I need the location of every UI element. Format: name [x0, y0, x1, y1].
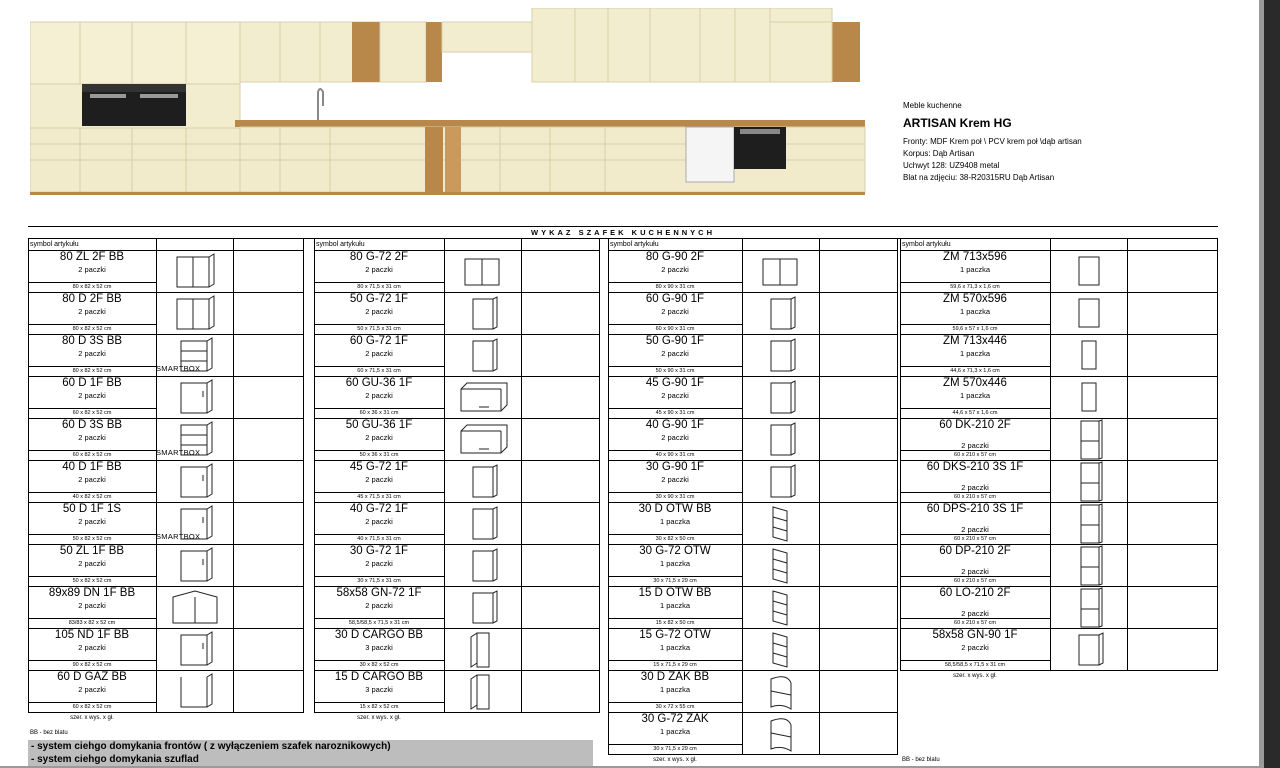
dimensions: 50 x 71,5 x 31 cm: [314, 324, 444, 334]
package-count: 2 paczki: [661, 265, 689, 274]
article-code: 60 LO-210 2F: [939, 587, 1011, 599]
package-count: 2 paczki: [661, 475, 689, 484]
dimensions: 44,6 x 57 x 1,6 cm: [900, 408, 1050, 418]
dimensions: 50 x 36 x 31 cm: [314, 450, 444, 460]
package-count: 2 paczki: [661, 307, 689, 316]
table-row: [28, 629, 304, 671]
table-row: [314, 545, 600, 587]
package-count: 1 paczka: [659, 643, 691, 652]
table-row: [608, 587, 898, 629]
dimensions: 59,6 x 71,3 x 1,6 cm: [900, 282, 1050, 292]
package-count: 2 paczki: [961, 483, 989, 492]
article-code: 30 D OTW BB: [638, 503, 712, 515]
package-count: 2 paczki: [365, 601, 393, 610]
article-code: 15 D OTW BB: [638, 587, 712, 599]
column-header-label: symbol artykułu: [30, 241, 79, 248]
package-count: 2 paczki: [961, 567, 989, 576]
dimensions: 30 x 90 x 31 cm: [608, 492, 742, 502]
package-count: 2 paczki: [78, 391, 106, 400]
package-count: 2 paczki: [78, 601, 106, 610]
column-header: [314, 239, 600, 251]
dimensions: 50 x 90 x 31 cm: [608, 366, 742, 376]
table-row: [900, 545, 1218, 587]
column-divider: [521, 239, 522, 713]
package-count: 1 paczka: [659, 685, 691, 694]
wall-1door-icon: [1051, 629, 1127, 675]
package-count: 1 paczka: [659, 559, 691, 568]
dimensions: 30 x 71,5 x 31 cm: [314, 576, 444, 586]
wall-1door-icon: [743, 419, 819, 465]
dimensions: 80 x 71,5 x 31 cm: [314, 282, 444, 292]
article-code: 60 DP-210 2F: [939, 545, 1011, 557]
table-row: [28, 671, 304, 713]
article-code: 60 DKS-210 3S 1F: [926, 461, 1024, 473]
wall-1door-icon: [445, 587, 521, 633]
dimensions: 80 x 82 x 52 cm: [28, 366, 156, 376]
table-row: [314, 587, 600, 629]
wall-1door-icon: [445, 503, 521, 549]
column-divider: [608, 239, 609, 755]
table-row: [314, 671, 600, 713]
note-soft-close-fronts: - system ciehgo domykania frontów ( z wyłączeniem szafek naroznikowych): [28, 740, 593, 753]
package-count: 1 paczka: [959, 391, 991, 400]
table-row: [608, 419, 898, 461]
column-divider: [28, 239, 29, 713]
dimensions: 40 x 82 x 52 cm: [28, 492, 156, 502]
corner-icon: [157, 587, 233, 633]
dimensions: 30 x 72 x 55 cm: [608, 702, 742, 712]
package-count: 2 paczki: [78, 517, 106, 526]
shelf-open-icon: [743, 629, 819, 675]
article-code: 15 D CARGO BB: [334, 671, 424, 683]
article-code: 50 D 1F 1S: [62, 503, 122, 515]
table-row: [900, 461, 1218, 503]
article-code: 30 G-72 OTW: [639, 545, 711, 557]
base-2door-icon: [157, 293, 233, 339]
table-row: [28, 545, 304, 587]
article-code: 30 D ZAK BB: [640, 671, 710, 683]
kitchen-illustration: [30, 8, 890, 196]
dimensions: 50 x 82 x 52 cm: [28, 576, 156, 586]
base-1door-icon: [157, 629, 233, 675]
column-header: [900, 239, 1218, 251]
article-code: 80 G-90 2F: [645, 251, 705, 263]
cargo-icon: [445, 671, 521, 717]
wall-1door-icon: [445, 545, 521, 591]
table-column-1: [28, 239, 304, 721]
table-row: [900, 419, 1218, 461]
article-code: 50 GU-36 1F: [345, 419, 413, 431]
table-row: [28, 377, 304, 419]
dimensions: 40 x 90 x 31 cm: [608, 450, 742, 460]
dimensions: 44,6 x 71,3 x 1,6 cm: [900, 366, 1050, 376]
dimensions: 60 x 90 x 31 cm: [608, 324, 742, 334]
package-count: 2 paczki: [365, 517, 393, 526]
table-row: [314, 293, 600, 335]
table-row: [608, 503, 898, 545]
table-row: [314, 461, 600, 503]
info-line-body: Korpus: Dąb Artisan: [903, 149, 975, 158]
package-count: 2 paczki: [78, 643, 106, 652]
article-code: 60 DK-210 2F: [939, 419, 1011, 431]
open-frame-icon: [157, 671, 233, 717]
table-row: [900, 293, 1218, 335]
article-code: 30 D CARGO BB: [334, 629, 424, 641]
table-row: [900, 251, 1218, 293]
article-code: 60 D 1F BB: [62, 377, 122, 389]
note-soft-close-drawers: - system ciehgo domykania szuflad: [28, 753, 593, 766]
article-code: ZM 713x446: [943, 335, 1007, 347]
table-row: [608, 545, 898, 587]
package-count: 1 paczka: [959, 349, 991, 358]
dimensions: 90 x 82 x 52 cm: [28, 660, 156, 670]
window-edge: [1264, 0, 1280, 768]
article-code: ZM 570x596: [943, 293, 1007, 305]
package-count: 2 paczki: [78, 475, 106, 484]
dimensions: 60 x 82 x 52 cm: [28, 702, 156, 712]
table-row: [314, 377, 600, 419]
column-divider: [233, 239, 234, 713]
wall-1door-icon: [445, 461, 521, 507]
wall-1door-icon: [743, 293, 819, 339]
package-count: 2 paczki: [961, 525, 989, 534]
wall-1door-icon: [743, 377, 819, 423]
dimensions: 30 x 71,5 x 29 cm: [608, 744, 742, 754]
article-code: ZM 713x596: [943, 251, 1007, 263]
article-code: 50 ZL 1F BB: [59, 545, 125, 557]
article-code: 45 G-72 1F: [349, 461, 409, 473]
article-code: 105 ND 1F BB: [54, 629, 130, 641]
article-code: 60 D GAZ BB: [57, 671, 127, 683]
wall-1door-icon: [445, 293, 521, 339]
bb-legend: BB - bez blatu: [902, 757, 940, 763]
shelf-open-icon: [743, 503, 819, 549]
dimensions: 60 x 210 x 57 cm: [900, 618, 1050, 628]
column-divider: [742, 239, 743, 755]
panel-icon: [1051, 251, 1127, 297]
dimensions: 80 x 82 x 52 cm: [28, 324, 156, 334]
column-divider: [303, 239, 304, 713]
wall-flap-icon: [445, 419, 521, 465]
article-code: 15 G-72 OTW: [639, 629, 711, 641]
dimensions: 45 x 90 x 31 cm: [608, 408, 742, 418]
info-line-worktop: Blat na zdjęciu: 38-R20315RU Dąb Artisan: [903, 173, 1055, 182]
dimensions: 60 x 82 x 52 cm: [28, 408, 156, 418]
package-count: 2 paczki: [365, 433, 393, 442]
article-code: 80 D 3S BB: [61, 335, 123, 347]
dimensions: 15 x 71,5 x 29 cm: [608, 660, 742, 670]
article-code: 58x58 GN-72 1F: [336, 587, 422, 599]
package-count: 2 paczki: [365, 391, 393, 400]
article-code: 40 G-90 1F: [645, 419, 705, 431]
dimensions: 30 x 71,5 x 29 cm: [608, 576, 742, 586]
dimensions: 60 x 210 x 57 cm: [900, 576, 1050, 586]
dimensions: 45 x 71,5 x 31 cm: [314, 492, 444, 502]
table-row: [608, 251, 898, 293]
column-divider: [1050, 239, 1051, 671]
shelf-round-icon: [743, 713, 819, 759]
base-1door-icon: [157, 461, 233, 507]
wall-flap-icon: [445, 377, 521, 423]
package-count: 3 paczki: [365, 643, 393, 652]
dimensions: 60 x 210 x 57 cm: [900, 534, 1050, 544]
base-1door-icon: [157, 545, 233, 591]
wall-1door-icon: [743, 335, 819, 381]
article-code: 60 DPS-210 3S 1F: [926, 503, 1024, 515]
smartbox-label: SMARTBOX: [156, 364, 201, 373]
dimensions: 60 x 71,5 x 31 cm: [314, 366, 444, 376]
article-code: 58x58 GN-90 1F: [932, 629, 1018, 641]
shelf-open-icon: [743, 545, 819, 591]
wall-1door-icon: [743, 461, 819, 507]
tall-icon: [1051, 419, 1127, 465]
tall-icon: [1051, 587, 1127, 633]
package-count: 2 paczki: [78, 349, 106, 358]
dimensions: 80 x 82 x 52 cm: [28, 282, 156, 292]
column-divider: [900, 239, 901, 671]
dimensions: 60 x 210 x 57 cm: [900, 492, 1050, 502]
wall-2door-icon: [445, 251, 521, 297]
panel-narrow-icon: [1051, 335, 1127, 381]
article-code: 80 D 2F BB: [62, 293, 122, 305]
tall-icon: [1051, 503, 1127, 549]
article-code: 80 ZL 2F BB: [59, 251, 125, 263]
table-row: [608, 713, 898, 755]
article-code: 60 GU-36 1F: [345, 377, 413, 389]
package-count: 2 paczki: [661, 433, 689, 442]
dimensions: 30 x 82 x 50 cm: [608, 534, 742, 544]
package-count: 2 paczki: [961, 441, 989, 450]
dims-legend: szer. x wys. x gł.: [953, 673, 997, 679]
article-code: 30 G-72 1F: [349, 545, 409, 557]
table-row: [314, 251, 600, 293]
dims-legend: szer. x wys. x gł.: [70, 715, 114, 721]
dims-legend: szer. x wys. x gł.: [357, 715, 401, 721]
tall-icon: [1051, 461, 1127, 507]
package-count: 2 paczki: [961, 609, 989, 618]
table-row: [314, 419, 600, 461]
panel-icon: [1051, 293, 1127, 339]
article-code: 60 G-72 1F: [349, 335, 409, 347]
table-row: [28, 461, 304, 503]
article-code: ZM 570x446: [943, 377, 1007, 389]
column-divider: [819, 239, 820, 755]
table-row: [314, 335, 600, 377]
table-row: [28, 587, 304, 629]
drawers-icon: [157, 335, 233, 381]
shelf-round-icon: [743, 671, 819, 717]
dimensions: 58,5/58,5 x 71,5 x 31 cm: [900, 660, 1050, 670]
panel-narrow-icon: [1051, 377, 1127, 423]
table-row: [314, 629, 600, 671]
table-row: [900, 377, 1218, 419]
column-divider: [1127, 239, 1128, 671]
dimensions: 59,6 x 57 x 1,6 cm: [900, 324, 1050, 334]
article-code: 50 G-72 1F: [349, 293, 409, 305]
column-divider: [1217, 239, 1218, 671]
table-row: [900, 629, 1218, 671]
table-row: [608, 629, 898, 671]
table-row: [608, 335, 898, 377]
dimensions: 40 x 71,5 x 31 cm: [314, 534, 444, 544]
base-1door-icon: [157, 503, 233, 549]
info-line-handle: Uchwyt 128: UZ9408 metal: [903, 161, 1000, 170]
tall-icon: [1051, 545, 1127, 591]
package-count: 2 paczki: [78, 559, 106, 568]
column-header-label: symbol artykułu: [902, 241, 951, 248]
dimensions: 15 x 82 x 52 cm: [314, 702, 444, 712]
table-row: [608, 461, 898, 503]
table-row: [900, 335, 1218, 377]
table-title: WYKAZ SZAFEK KUCHENNYCH: [531, 228, 715, 237]
column-divider: [897, 239, 898, 755]
article-code: 80 G-72 2F: [349, 251, 409, 263]
dimensions: 58,5/58,5 x 71,5 x 31 cm: [314, 618, 444, 628]
table-column-2: [314, 239, 600, 721]
column-header: [608, 239, 898, 251]
info-line-fronts: Fronty: MDF Krem poł \ PCV krem poł \dąb artisan: [903, 137, 1082, 146]
package-count: 2 paczki: [78, 685, 106, 694]
article-code: 30 G-90 1F: [645, 461, 705, 473]
article-code: 60 D 3S BB: [61, 419, 123, 431]
package-count: 2 paczki: [365, 265, 393, 274]
dimensions: 80 x 90 x 31 cm: [608, 282, 742, 292]
table-row: [608, 293, 898, 335]
column-divider: [314, 239, 315, 713]
dimensions: 60 x 82 x 52 cm: [28, 450, 156, 460]
table-row: [608, 671, 898, 713]
article-code: 40 D 1F BB: [62, 461, 122, 473]
column-divider: [156, 239, 157, 713]
package-count: 2 paczki: [78, 265, 106, 274]
article-code: 40 G-72 1F: [349, 503, 409, 515]
package-count: 2 paczki: [365, 475, 393, 484]
package-count: 3 paczki: [365, 685, 393, 694]
table-row: [314, 503, 600, 545]
cabinet-list-table: [28, 226, 1218, 767]
table-column-4: [900, 239, 1218, 679]
column-divider: [599, 239, 600, 713]
article-code: 60 G-90 1F: [645, 293, 705, 305]
table-column-3: [608, 239, 898, 763]
package-count: 2 paczki: [661, 391, 689, 400]
product-info: [903, 100, 1203, 184]
article-code: 50 G-90 1F: [645, 335, 705, 347]
smartbox-label: SMARTBOX: [156, 532, 201, 541]
dimensions: 15 x 82 x 50 cm: [608, 618, 742, 628]
column-header-label: symbol artykułu: [316, 241, 365, 248]
package-count: 1 paczka: [659, 727, 691, 736]
dimensions: 60 x 36 x 31 cm: [314, 408, 444, 418]
column-divider: [444, 239, 445, 713]
package-count: 2 paczki: [365, 559, 393, 568]
package-count: 2 paczki: [365, 307, 393, 316]
package-count: 2 paczki: [78, 307, 106, 316]
bb-legend: BB - bez blatu: [30, 730, 68, 736]
dimensions: 50 x 82 x 52 cm: [28, 534, 156, 544]
product-title: ARTISAN Krem HG: [903, 116, 1012, 130]
article-code: 45 G-90 1F: [645, 377, 705, 389]
package-count: 2 paczki: [661, 349, 689, 358]
column-header: [28, 239, 304, 251]
dimensions: 60 x 210 x 57 cm: [900, 450, 1050, 460]
package-count: 2 paczki: [78, 433, 106, 442]
cargo-icon: [445, 629, 521, 675]
package-count: 2 paczki: [365, 349, 393, 358]
table-row: [28, 251, 304, 293]
table-row: [900, 587, 1218, 629]
article-code: 89x89 DN 1F BB: [48, 587, 136, 599]
wall-2door-icon: [743, 251, 819, 297]
table-row: [900, 503, 1218, 545]
article-code: 30 G-72 ZAK: [641, 713, 709, 725]
dimensions: 83/83 x 82 x 52 cm: [28, 618, 156, 628]
drawers-icon: [157, 419, 233, 465]
package-count: 1 paczka: [659, 601, 691, 610]
package-count: 1 paczka: [959, 265, 991, 274]
package-count: 2 paczki: [961, 643, 989, 652]
package-count: 1 paczka: [659, 517, 691, 526]
wall-1door-icon: [445, 335, 521, 381]
dimensions: 30 x 82 x 52 cm: [314, 660, 444, 670]
column-header-label: symbol artykułu: [610, 241, 659, 248]
base-2door-icon: [157, 251, 233, 297]
table-row: [28, 293, 304, 335]
base-1door-icon: [157, 377, 233, 423]
product-category: Meble kuchenne: [903, 101, 962, 110]
dims-legend: szer. x wys. x gł.: [653, 757, 697, 763]
package-count: 1 paczka: [959, 307, 991, 316]
smartbox-label: SMARTBOX: [156, 448, 201, 457]
table-row: [608, 377, 898, 419]
shelf-open-icon: [743, 587, 819, 633]
